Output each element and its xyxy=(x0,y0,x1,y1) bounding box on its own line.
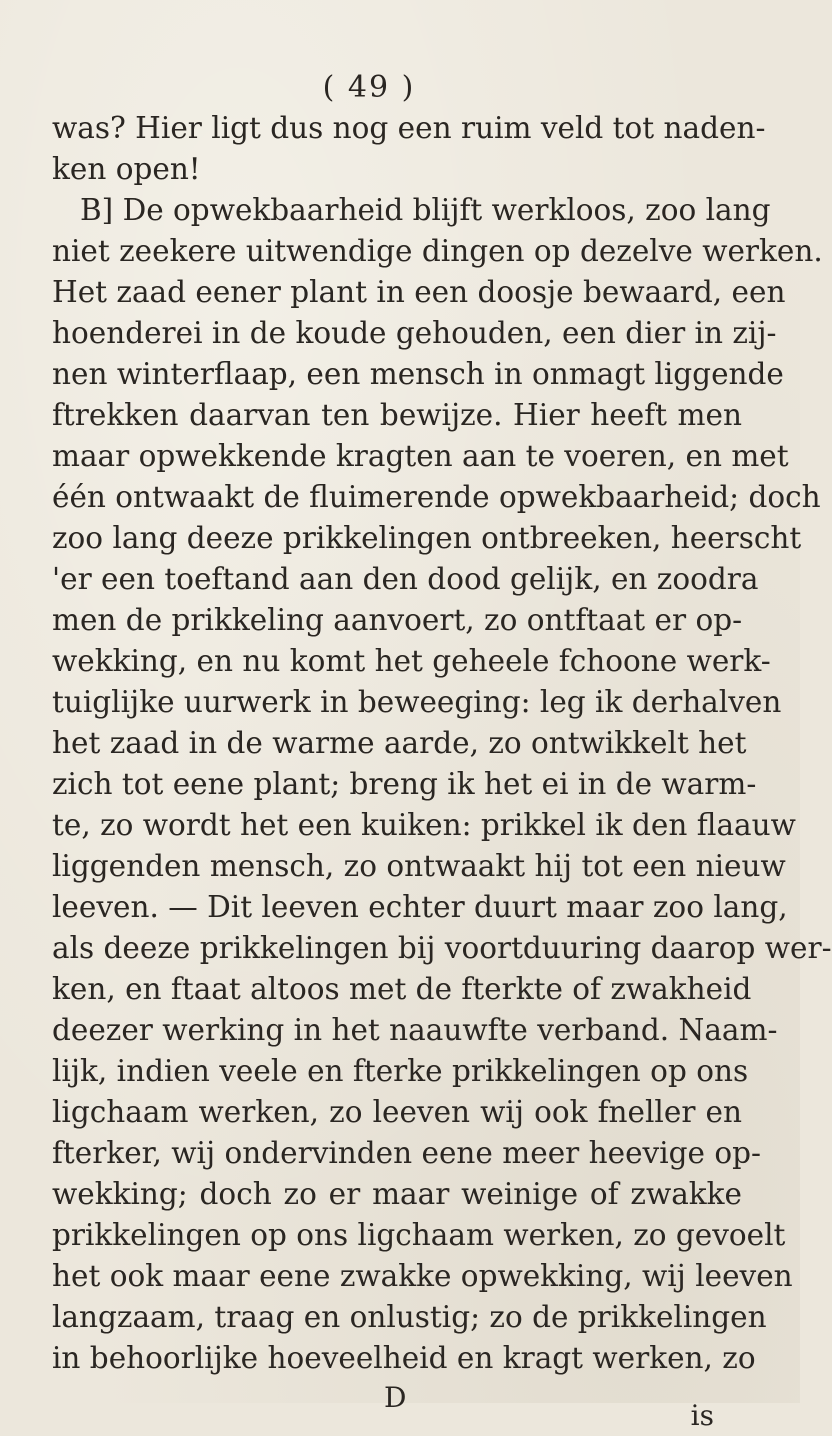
body-text xyxy=(52,108,832,1432)
text-line: men de prikkeling aanvoert, zo ontftaat er op- xyxy=(52,603,743,637)
text-line: nen winterflaap, een mensch in onmagt liggende xyxy=(52,357,784,391)
text-line: fterker, wij ondervinden eene meer heevige op- xyxy=(52,1136,761,1170)
text-line: niet zeekere uitwendige dingen op dezelve werken. xyxy=(52,234,823,268)
text-line: Het zaad eener plant in een doosje bewaard, een xyxy=(52,275,786,309)
text-line: in behoorlijke hoeveelheid en kragt werken, zo xyxy=(52,1341,756,1375)
text-line: ftrekken daarvan ten bewijze. Hier heeft men xyxy=(52,398,742,432)
text-line: te, zo wordt het een kuiken: prikkel ik den flaauw xyxy=(52,808,796,842)
page-number: ( 49 ) xyxy=(322,70,416,105)
text-line: maar opwekkende kragten aan te voeren, en met xyxy=(52,439,789,473)
text-line: ken, en ftaat altoos met de fterkte of zwakheid xyxy=(52,972,752,1006)
text-line: lijk, indien veele en fterke prikkelingen op ons xyxy=(52,1054,749,1088)
text-line: als deeze prikkelingen bij voortduuring daarop wer- xyxy=(52,931,832,965)
text-line: B] De opwekbaarheid blijft werkloos, zoo lang xyxy=(80,193,771,227)
text-line: was? Hier ligt dus nog een ruim veld tot naden- xyxy=(52,111,766,145)
signature-mark: D xyxy=(384,1381,407,1414)
catchword: is xyxy=(690,1399,714,1432)
text-line: hoenderei in de koude gehouden, een dier in zij- xyxy=(52,316,777,350)
text-line: zich tot eene plant; breng ik het ei in de warm- xyxy=(52,767,757,801)
text-line: leeven. — Dit leeven echter duurt maar zoo lang, xyxy=(52,890,788,924)
text-line: één ontwaakt de fluimerende opwekbaarheid; doch xyxy=(52,480,821,514)
text-line: deezer werking in het naauwfte verband. Naam- xyxy=(52,1013,778,1047)
text-line: wekking; doch zo er maar weinige of zwakke xyxy=(52,1177,742,1211)
text-line: 'er een toeftand aan den dood gelijk, en zoodra xyxy=(52,562,759,596)
text-line: liggenden mensch, zo ontwaakt hij tot een nieuw xyxy=(52,849,786,883)
text-line: tuiglijke uurwerk in beweeging: leg ik derhalven xyxy=(52,685,782,719)
page-footer xyxy=(52,1379,742,1432)
text-line: het ook maar eene zwakke opwekking, wij leeven xyxy=(52,1259,793,1293)
text-line: zoo lang deeze prikkelingen ontbreeken, heerscht xyxy=(52,521,802,555)
text-line: het zaad in de warme aarde, zo ontwikkelt het xyxy=(52,726,747,760)
text-line: ligchaam werken, zo leeven wij ook fneller en xyxy=(52,1095,742,1129)
text-line: wekking, en nu komt het geheele fchoone werk- xyxy=(52,644,771,678)
text-line: ken open! xyxy=(52,152,201,186)
text-line: langzaam, traag en onlustig; zo de prikkelingen xyxy=(52,1300,767,1334)
text-line: prikkelingen op ons ligchaam werken, zo gevoelt xyxy=(52,1218,786,1252)
